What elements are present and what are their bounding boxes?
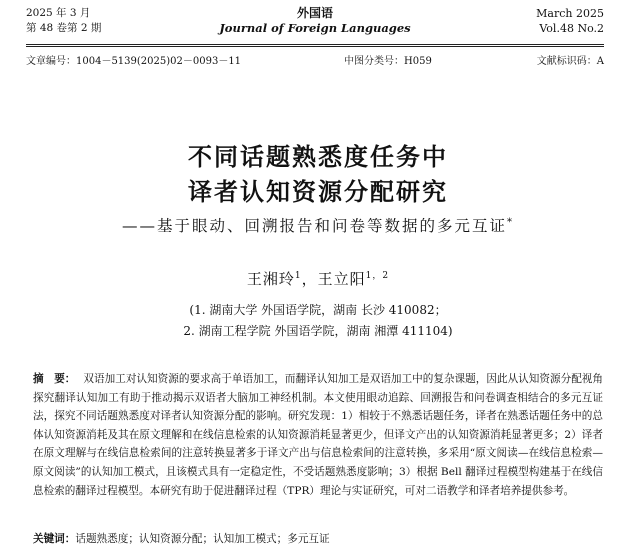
issue-month-cn: 2025 年 3 月 (26, 7, 91, 19)
clc-number: 中图分类号：H059 (344, 56, 432, 67)
journal-name-en: Journal of Foreign Languages (219, 21, 411, 35)
abstract-label: 摘 要： (33, 373, 76, 385)
volume-issue-en: Vol.48 No.2 (539, 22, 604, 35)
author-2: 王立阳 (317, 270, 366, 288)
journal-header (26, 6, 604, 42)
header-rule-top (26, 44, 604, 45)
subtitle-footnote-mark: * (507, 216, 514, 228)
article-number: 文章编号：1004－5139(2025)02－0093－11 (26, 56, 242, 67)
document-code: 文献标识码：A (536, 56, 604, 67)
journal-name-cn: 外国语 (296, 6, 333, 20)
author-line (0, 268, 636, 289)
abstract-text: 双语加工对认知资源的要求高于单语加工，而翻译认知加工是双语加工中的复杂课题，因此从认知资源分配视角探究翻译认知加工有助于推动揭示双语者大脑加工神经机制。本文使用眼动追踪、回溯报告和问卷调查相结合的多元互证法，探究不同话题熟悉度对译者认知资源分配的影响。研究发现：1）相较于不熟悉话题任务，译者在熟悉话题任务中的总体认知资源消耗及其在原文理解和在线信息检索的认知资源消耗显著更少，但译文产出的认知资源消耗显著更多；2）译者在原文理解与在线信息检索间的注意转换显著多于译文产出与信息检索间的注意转换，多采用“原文阅读—在线信息检索—原文阅读”的认知加工模式，且该模式具有一定稳定性，不受话题熟悉度影响；3）根据 Bell 翻译过程模型构建基于在线信息检索的翻译过程模型。本研究有助于促进翻译过程（TPR）理论与实证研究，可对二语教学和译者培养提供参考。 (33, 373, 604, 497)
header-rule-bottom (26, 46, 604, 47)
author-1-affil: 1 (294, 271, 302, 281)
subtitle-text: ——基于眼动、回溯报告和问卷等数据的多元互证 (121, 217, 507, 235)
subtitle (0, 214, 636, 236)
volume-issue-cn: 第 48 卷第 2 期 (26, 22, 102, 34)
issue-month-en: March 2025 (536, 7, 604, 20)
affiliation-1: (1. 湖南大学 外国语学院，湖南 长沙 410082； (189, 303, 447, 317)
abstract (33, 370, 603, 500)
journal-name (26, 6, 604, 36)
article-meta (26, 52, 604, 66)
keywords (33, 530, 603, 548)
affiliation-2: 2. 湖南工程学院 外国语学院，湖南 湘潭 411104) (183, 324, 453, 338)
author-2-affil: 1，2 (365, 271, 390, 281)
title-line-1: 不同话题熟悉度任务中 (188, 143, 448, 171)
keywords-label: 关键词： (33, 533, 76, 545)
author-1: 王湘玲 (246, 270, 295, 288)
title-line-2: 译者认知资源分配研究 (188, 178, 448, 206)
issue-date-en (536, 6, 604, 36)
author-separator: ， (301, 270, 318, 288)
keywords-text: 话题熟悉度；认知资源分配；认知加工模式；多元互证 (75, 533, 330, 545)
